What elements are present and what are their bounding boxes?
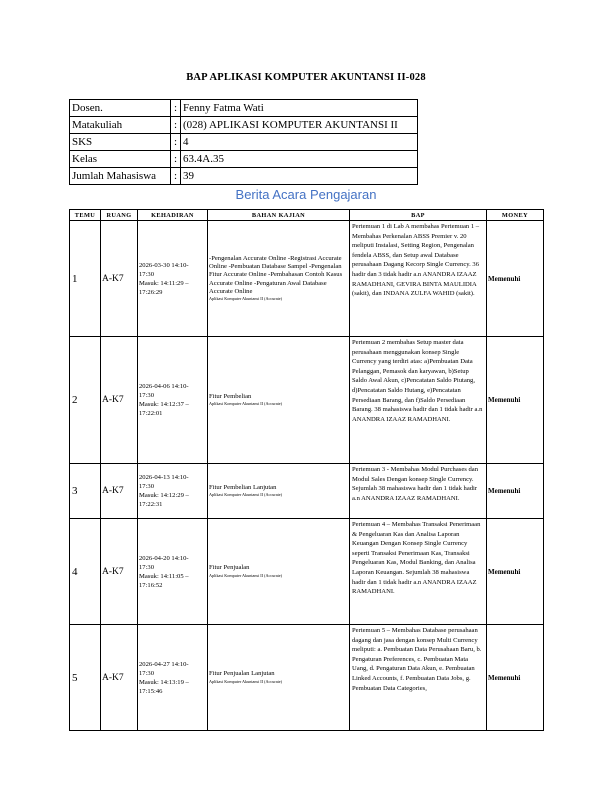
attendance-line: 17:22:31	[139, 501, 163, 508]
table-row	[70, 519, 544, 625]
header-ruang: RUANG	[101, 210, 138, 221]
table-row	[70, 337, 544, 464]
attendance-line: 17:30	[139, 563, 155, 571]
table-header-row	[70, 210, 544, 221]
study-material	[208, 464, 350, 519]
info-value: 63.4A.35	[181, 151, 418, 168]
attendance-line: 17:16:52	[139, 581, 163, 589]
attendance-line: Masuk: 14:12:29 –	[139, 492, 189, 499]
study-material	[208, 221, 350, 337]
attendance-line: 17:30	[139, 392, 155, 399]
attendance	[138, 221, 208, 337]
attendance-line: 17:22:01	[139, 410, 163, 417]
table-row	[70, 464, 544, 519]
attendance	[138, 337, 208, 464]
info-label: Kelas	[70, 151, 171, 168]
attendance-line: 17:30	[139, 483, 155, 490]
bap-text: Pertemuan 3 - Membahas Modul Purchases dan Modul Sales Dengan konsep Single Currency. Sejumlah 38 mahasiswa hadir dan 1 tidak hadir a.n ANANDRA IZAAZ RAMADHANI.	[350, 464, 487, 519]
info-value: 39	[181, 168, 418, 185]
study-material-text: -Pengenalan Accurate Online -Registrasi Accurate Online -Pembuatan Database Sampel -Pengenalan Fitur Accurate Online -Pembahasan Contoh Kasus Accurate Online -Pengaturan Awal Database Accurate Online	[209, 254, 343, 295]
table-row	[70, 221, 544, 337]
info-label: Matakuliah	[70, 117, 171, 134]
info-value: Fenny Fatma Wati	[181, 100, 418, 117]
study-material-text: Fitur Pembelian	[209, 392, 252, 400]
study-material-note: Aplikasi Komputer Akuntansi II (Accurate)	[209, 678, 283, 684]
money-status: Memenuhi	[487, 464, 544, 519]
info-separator: :	[171, 168, 181, 185]
study-material-text: Fitur Penjualan Lanjutan	[209, 670, 275, 678]
attendance-line: Masuk: 14:11:05 –	[139, 572, 189, 580]
bap-text: Pertemuan 2 membahas Setup master data perusahaan menggunakan konsep Single Currency yang terdiri atas: a)Pembuatan Data Pelanggan, Pemasok dan karyawan, b)Setup Saldo Awal Akun, c)Pencatatan Saldo Piutang, d)Pencatatan Saldo Hutang, e)Pencatatan Persediaan Barang, dan f)Saldo Persediaan Barang. 38 mahasiswa hadir dan 1 tidak hadir a.n ANANDRA IZAAZ RAMADHANI.	[350, 337, 487, 464]
bap-text: Pertemuan 5 – Membahas Database perusahaan dagang dan jasa dengan konsep Multi Currency meliputi: a. Pembuatan Data Perusahaan Baru, b. Pengaturan Preferences, c. Pembuatan Mata Uang, d. Pengaturan Data Akun, e. Pembuatan Linked Accounts, f. Pembuatan Data Jobs, g. Pembuatan Data Categories,	[350, 625, 487, 731]
room: A-K7	[101, 625, 138, 731]
info-row-jumlah-mahasiswa	[70, 168, 418, 185]
room: A-K7	[101, 519, 138, 625]
attendance-line: 17:26:29	[139, 288, 163, 296]
attendance-line: 17:30	[139, 669, 155, 677]
study-material-text: Fitur Penjualan	[209, 564, 250, 572]
table-row	[70, 625, 544, 731]
attendance-line: 2026-04-27 14:10-	[139, 660, 189, 668]
course-info-table	[69, 99, 418, 185]
info-row-matakuliah	[70, 117, 418, 134]
bap-text: Pertemuan 1 di Lab A membahas Pertemuan 1 – Membahas Perkenalan ABSS Premier v. 20 meliputi Instalasi, Setting Region, Pengenalan fendela ABSS, dan Setup awal Database perusahaan Dagang Kecorp Single Currency. 36 hadir dan 3 tidak hadir a.n ANANDRA IZAAZ RAMADHANI, GEVIRA BINTA MAULIDIA (sakit), dan INDANA ZULFA WAHID (sakit).	[350, 221, 487, 337]
attendance-line: 17:30	[139, 270, 155, 278]
study-material-text: Fitur Pembelian Lanjutan	[209, 483, 277, 491]
info-label: Dosen.	[70, 100, 171, 117]
study-material	[208, 519, 350, 625]
info-separator: :	[171, 117, 181, 134]
bap-text: Pertemuan 4 – Membahas Transaksi Penerimaan & Pengeluaran Kas dan Analisa Laporan Keuangan Dengan Konsep Single Currency seperti Transaksi Penerimaan Kas, Transaksi Pengeluaran Kas, Modul Banking, dan Analisa Laporan Keuangan. Sejumlah 38 mahasiswa hadir dan 1 tidak hadir a.n ANANDRA IZAAZ RAMADHANI.	[350, 519, 487, 625]
money-status: Memenuhi	[487, 625, 544, 731]
info-separator: :	[171, 151, 181, 168]
study-material-note: Aplikasi Komputer Akuntansi II (Accurate)	[209, 296, 283, 301]
header-bap: BAP	[350, 210, 487, 221]
attendance-line: Masuk: 14:13:19 –	[139, 678, 189, 686]
meeting-number: 5	[70, 625, 101, 731]
info-row-kelas	[70, 151, 418, 168]
study-material-note: Aplikasi Komputer Akuntansi II (Accurate)	[209, 492, 283, 498]
study-material-note: Aplikasi Komputer Akuntansi II (Accurate)	[209, 572, 283, 578]
attendance-line: 2026-04-06 14:10-	[139, 383, 189, 390]
info-label: SKS	[70, 134, 171, 151]
info-separator: :	[171, 134, 181, 151]
attendance	[138, 625, 208, 731]
attendance	[138, 519, 208, 625]
attendance-line: 2026-04-13 14:10-	[139, 474, 189, 481]
meeting-number: 4	[70, 519, 101, 625]
header-money: MONEY	[487, 210, 544, 221]
info-row-sks	[70, 134, 418, 151]
info-label: Jumlah Mahasiswa	[70, 168, 171, 185]
study-material-note: Aplikasi Komputer Akuntansi II (Accurate)	[209, 401, 283, 407]
page-title: BAP APLIKASI KOMPUTER AKUNTANSI II-028	[186, 72, 426, 83]
money-status: Memenuhi	[487, 221, 544, 337]
meeting-number: 3	[70, 464, 101, 519]
attendance-line: 17:15:46	[139, 687, 163, 695]
info-value: 4	[181, 134, 418, 151]
meeting-number: 2	[70, 337, 101, 464]
attendance-line: Masuk: 14:12:37 –	[139, 401, 189, 408]
header-bahan-kajian: BAHAN KAJIAN	[208, 210, 350, 221]
money-status: Memenuhi	[487, 337, 544, 464]
attendance	[138, 464, 208, 519]
attendance-line: 2026-04-20 14:10-	[139, 554, 189, 562]
study-material	[208, 337, 350, 464]
study-material	[208, 625, 350, 731]
info-separator: :	[171, 100, 181, 117]
room: A-K7	[101, 337, 138, 464]
room: A-K7	[101, 464, 138, 519]
info-row-dosen	[70, 100, 418, 117]
money-status: Memenuhi	[487, 519, 544, 625]
header-kehadiran: KEHADIRAN	[138, 210, 208, 221]
section-subtitle: Berita Acara Pengajaran	[235, 187, 377, 202]
header-temu: TEMU	[70, 210, 101, 221]
info-value: (028) APLIKASI KOMPUTER AKUNTANSI II	[181, 117, 418, 134]
meeting-number: 1	[70, 221, 101, 337]
attendance-line: Masuk: 14:11:29 –	[139, 279, 189, 287]
room: A-K7	[101, 221, 138, 337]
attendance-line: 2026-03-30 14:10-	[139, 261, 189, 269]
teaching-log-table	[69, 209, 544, 731]
